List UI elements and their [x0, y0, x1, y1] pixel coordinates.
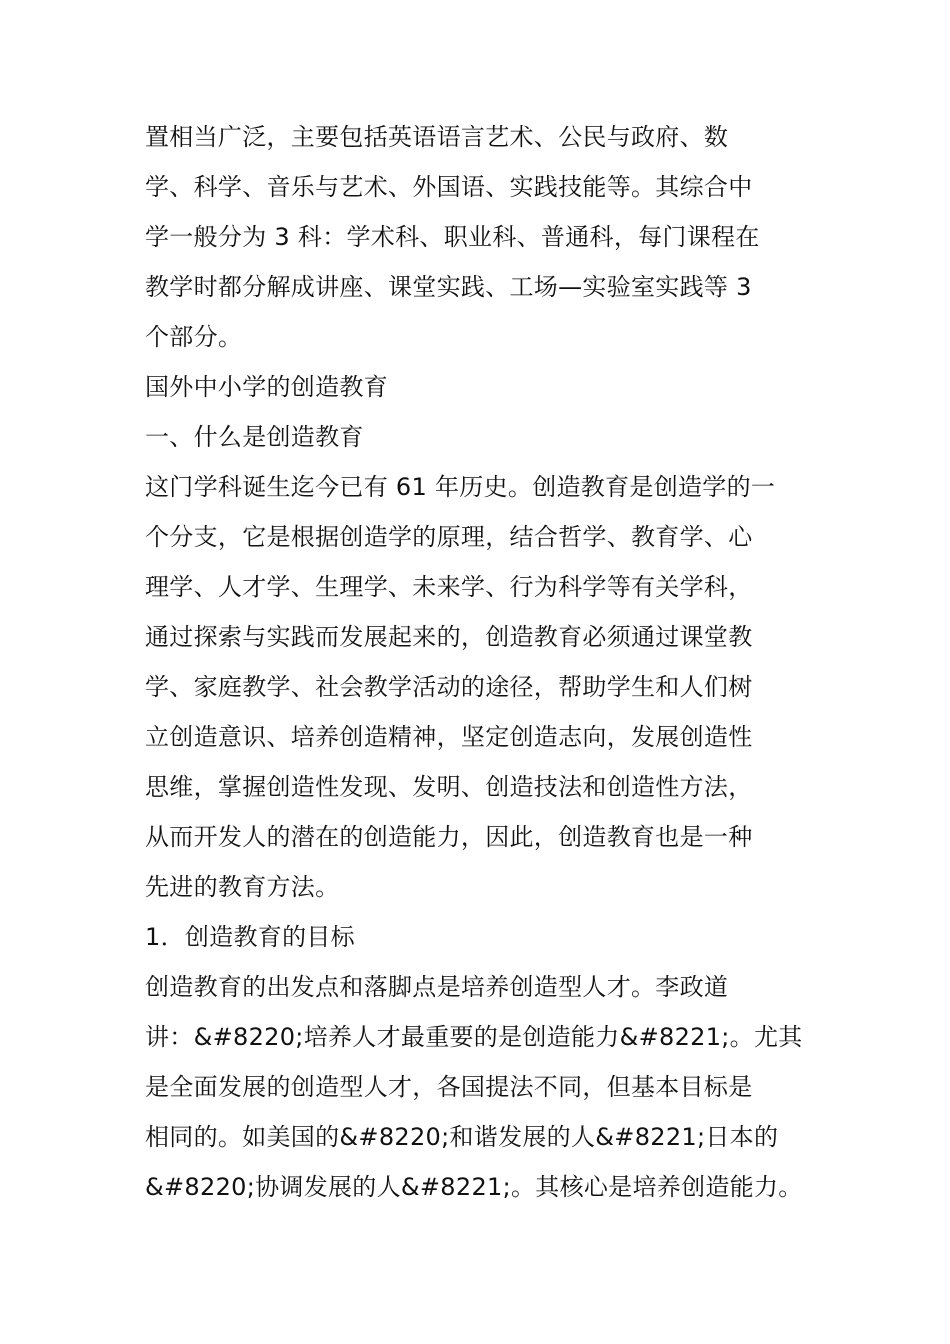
document-body — [145, 112, 805, 1212]
section-heading: 国外中小学的创造教育 — [145, 373, 388, 401]
text-line: 从而开发人的潜在的创造能力，因此，创造教育也是一种 — [145, 823, 753, 851]
text-line: 理学、人才学、生理学、未来学、行为科学等有关学科， — [145, 573, 753, 601]
text-line: 个分支，它是根据创造学的原理，结合哲学、教育学、心 — [145, 523, 753, 551]
text-line: 个部分。 — [145, 323, 243, 351]
text-line: 讲：&#8220;培养人才最重要的是创造能力&#8221;。尤其 — [145, 1023, 803, 1051]
text-line: 学、家庭教学、社会教学活动的途径，帮助学生和人们树 — [145, 673, 753, 701]
text-line: 是全面发展的创造型人才，各国提法不同，但基本目标是 — [145, 1073, 753, 1101]
text-line: 相同的。如美国的&#8220;和谐发展的人&#8221;日本的 — [145, 1123, 779, 1151]
text-line: 这门学科诞生迄今已有 61 年历史。创造教育是创造学的一 — [145, 473, 776, 501]
numbered-heading: 1．创造教育的目标 — [145, 923, 355, 951]
text-line: 置相当广泛，主要包括英语语言艺术、公民与政府、数 — [145, 123, 729, 151]
subsection-heading: 一、什么是创造教育 — [145, 423, 364, 451]
text-line: 学、科学、音乐与艺术、外国语、实践技能等。其综合中 — [145, 173, 753, 201]
text-line: 先进的教育方法。 — [145, 873, 340, 901]
text-line: 通过探索与实践而发展起来的，创造教育必须通过课堂教 — [145, 623, 753, 651]
text-line: 立创造意识、培养创造精神，坚定创造志向，发展创造性 — [145, 723, 753, 751]
text-line: 学一般分为 3 科：学术科、职业科、普通科，每门课程在 — [145, 223, 760, 251]
text-line: 创造教育的出发点和落脚点是培养创造型人才。李政道 — [145, 973, 729, 1001]
text-line: &#8220;协调发展的人&#8221;。其核心是培养创造能力。 — [145, 1173, 803, 1201]
text-line: 教学时都分解成讲座、课堂实践、工场—实验室实践等 3 — [145, 273, 752, 301]
text-line: 思维，掌握创造性发现、发明、创造技法和创造性方法， — [145, 773, 753, 801]
